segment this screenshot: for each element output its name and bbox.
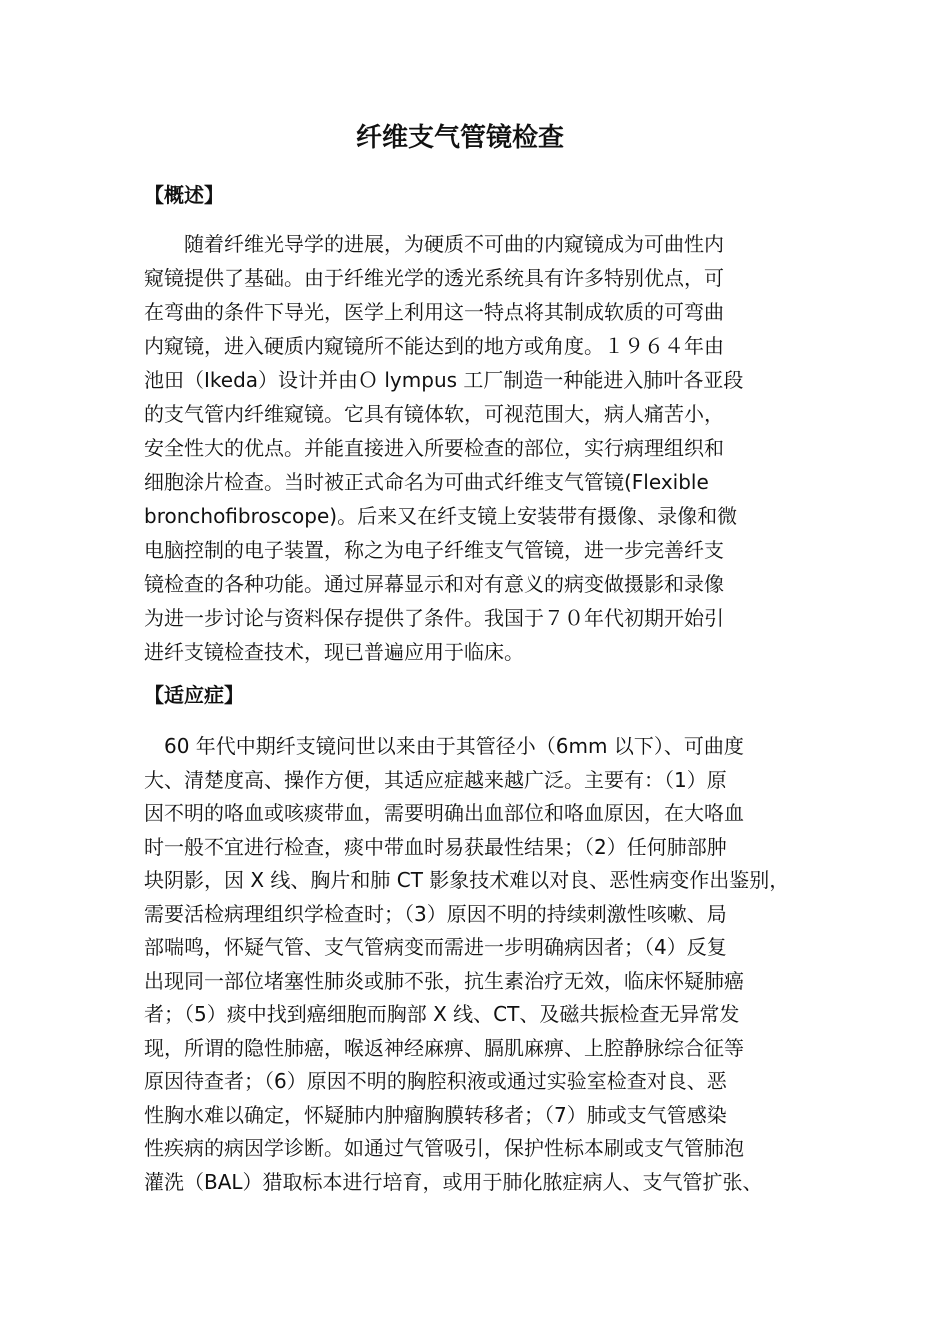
paragraph-line: 时一般不宜进行检查，痰中带血时易获最性结果；（2）任何肺部肿: [144, 834, 727, 859]
paragraph-line: bronchofibroscope)。后来又在纤支镜上安装带有摄像、录像和微: [144, 504, 738, 528]
paragraph-line: 在弯曲的条件下导光，医学上利用这一特点将其制成软质的可弯曲: [144, 300, 724, 324]
paragraph-line: 电脑控制的电子装置，称之为电子纤维支气管镜，进一步完善纤支: [144, 538, 724, 562]
paragraph-line: 需要活检病理组织学检查时；（3）原因不明的持续刺激性咳嗽、局: [144, 901, 727, 926]
paragraph-line: 灌洗（BAL）猎取标本进行培育，或用于肺化脓症病人、支气管扩张、: [144, 1169, 763, 1194]
section-heading-indications: 【适应症】: [144, 683, 244, 707]
paragraph-line: 者；（5）痰中找到癌细胞而胸部 X 线、CT、及磁共振检查无异常发: [144, 1002, 740, 1026]
paragraph-line: 池田（Ikeda）设计并由Ｏ lympus 工厂制造一种能进入肺叶各亚段: [144, 368, 744, 392]
paragraph-line: 的支气管内纤维窥镜。它具有镜体软，可视范围大，病人痛苦小，: [144, 402, 724, 426]
paragraph-line: 为进一步讨论与资料保存提供了条件。我国于７０年代初期开始引: [144, 606, 724, 630]
paragraph-line: 出现同一部位堵塞性肺炎或肺不张，抗生素治疗无效，临床怀疑肺癌: [144, 968, 744, 993]
paragraph-line: 镜检查的各种功能。通过屏幕显示和对有意义的病变做摄影和录像: [144, 572, 724, 596]
paragraph-line: 内窥镜，进入硬质内窥镜所不能达到的地方或角度。１９６４年由: [144, 334, 724, 358]
paragraph-line: 部喘鸣，怀疑气管、支气管病变而需进一步明确病因者；（4）反复: [144, 935, 727, 959]
paragraph-line: 进纤支镜检查技术，现已普遍应用于临床。: [144, 640, 524, 664]
paragraph-line: 窥镜提供了基础。由于纤维光学的透光系统具有许多特别优点，可: [144, 266, 724, 290]
document-title: 纤维支气管镜检查: [355, 123, 564, 153]
paragraph-line: 性疾病的病因学诊断。如通过气管吸引，保护性标本刷或支气管肺泡: [144, 1136, 744, 1160]
paragraph-line: 细胞涂片检查。当时被正式命名为可曲式纤维支气管镜(Flexible: [144, 470, 709, 494]
paragraph-line: 安全性大的优点。并能直接进入所要检查的部位，实行病理组织和: [144, 436, 724, 460]
paragraph-line: 60 年代中期纤支镜问世以来由于其管径小（6mm 以下）、可曲度: [144, 734, 744, 758]
paragraph-line: 因不明的咯血或咳痰带血，需要明确出血部位和咯血原因，在大咯血: [144, 801, 744, 825]
paragraph-line: 随着纤维光导学的进展，为硬质不可曲的内窥镜成为可曲性内: [144, 232, 724, 256]
paragraph-line: 性胸水难以确定，怀疑肺内肿瘤胸膜转移者；（7）肺或支气管感染: [144, 1102, 727, 1127]
paragraph-line: 现，所谓的隐性肺癌，喉返神经麻痹、膈肌麻痹、上腔静脉综合征等: [144, 1035, 744, 1060]
paragraph-line: 原因待查者；（6）原因不明的胸腔积液或通过实验室检查对良、恶: [144, 1069, 727, 1093]
paragraph-line: 块阴影，因 X 线、胸片和肺 CT 影象技术难以对良、恶性病变作出鉴别，: [144, 868, 790, 892]
section-heading-overview: 【概述】: [144, 183, 224, 207]
paragraph-line: 大、清楚度高、操作方便，其适应症越来越广泛。主要有：（1）原: [144, 767, 727, 792]
